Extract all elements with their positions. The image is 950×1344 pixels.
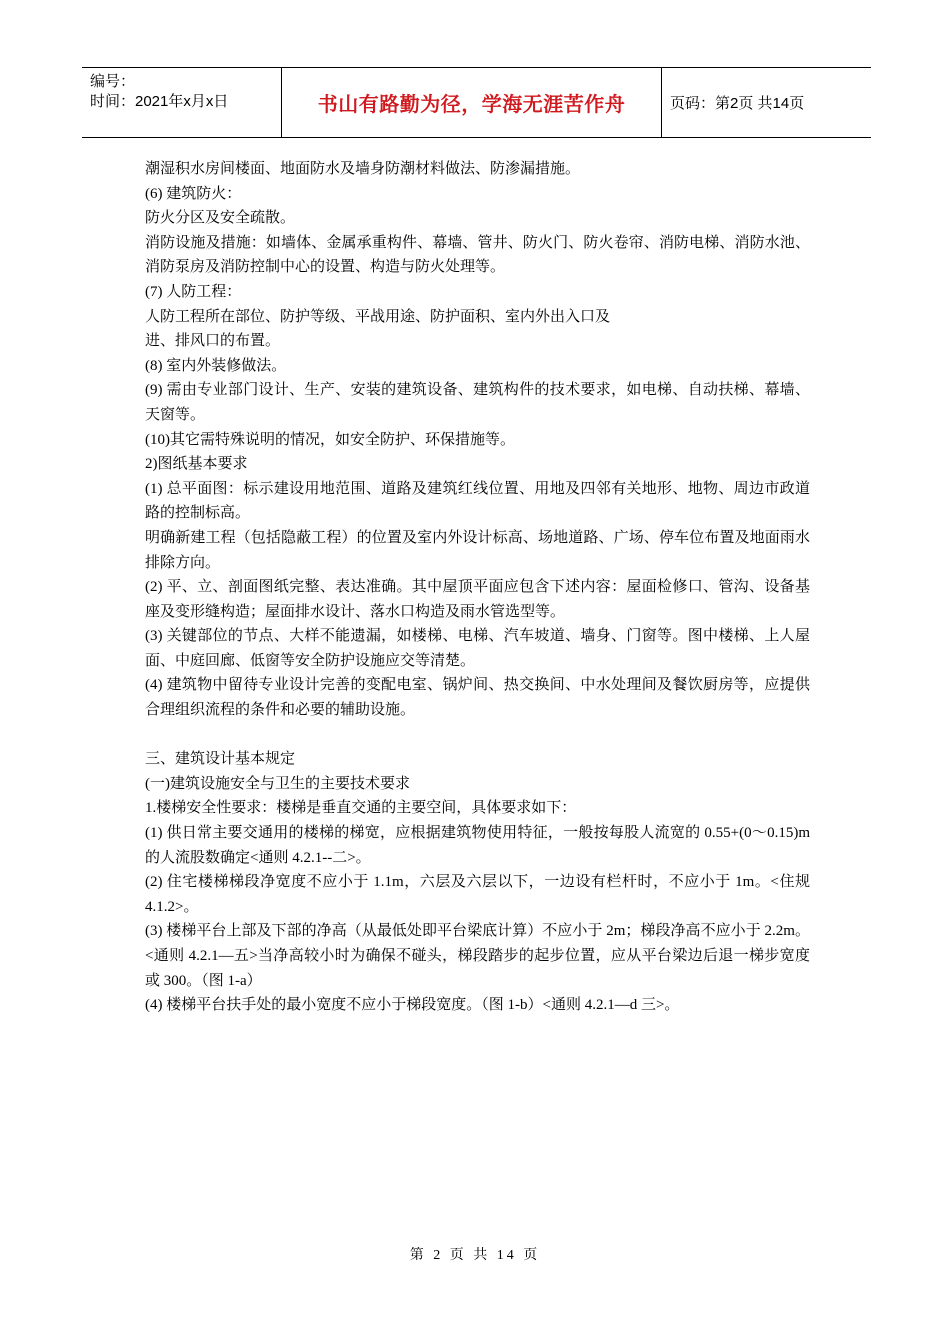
body-paragraph: (4) 楼梯平台扶手处的最小宽度不应小于梯段宽度。（图 1-b）<通则 4.2.1—d 三>。 [145, 997, 680, 1014]
body-paragraph: 明确新建工程（包括隐蔽工程）的位置及室内外设计标高、场地道路、广场、停车位布置及地面雨水排除方向。 [145, 529, 810, 571]
body-paragraph: 2)图纸基本要求 [145, 456, 248, 473]
body-paragraph: (3) 楼梯平台上部及下部的净高（从最低处即平台梁底计算）不应小于 2m；梯段净高不应小于 2.2m。<通则 4.2.1—五>当净高较小时为确保不碰头，梯段踏步的起步位置，应从平台梁边后退一梯步宽度或 300。（图 1-a） [145, 923, 810, 989]
body-paragraph: (1) 总平面图：标示建设用地范围、道路及建筑红线位置、用地及四邻有关地形、地物、周边市政道路的控制标高。 [145, 480, 810, 522]
body-paragraph: (2) 住宅楼梯梯段净宽度不应小于 1.1m，六层及六层以下，一边设有栏杆时，不应小于 1m。<住规 4.1.2>。 [145, 874, 810, 915]
body-paragraph: (1) 供日常主要交通用的楼梯的梯宽，应根据建筑物使用特征，一般按每股人流宽的 0.55+(0～0.15)m 的人流股数确定<通则 4.2.1--二>。 [145, 825, 810, 866]
body-paragraph: 消防设施及措施：如墙体、金属承重构件、幕墙、管井、防火门、防火卷帘、消防电梯、消防水池、消防泵房及消防控制中心的设置、构造与防火处理等。 [145, 234, 810, 276]
body-paragraph: (7) 人防工程： [145, 283, 242, 300]
body-paragraph: 人防工程所在部位、防护等级、平战用途、防护面积、室内外出入口及 [145, 308, 611, 325]
body-paragraph: (4) 建筑物中留待专业设计完善的变配电室、锅炉间、热交换间、中水处理间及餐饮厨房等，应提供合理组织流程的条件和必要的辅助设施。 [145, 677, 810, 719]
body-paragraph: 进、排风口的布置。 [145, 333, 281, 350]
header-page-label: 页码：第2页 共14页 [670, 95, 805, 112]
body-paragraph: 防火分区及安全疏散。 [145, 210, 296, 227]
header-meta [82, 68, 282, 137]
page-footer: 第 2 页 共 14 页 [409, 1248, 541, 1263]
blank-line [145, 723, 810, 748]
document-body [145, 157, 810, 1018]
document-time-label: 时间：2021年x月x日 [90, 93, 229, 110]
page-header [82, 67, 871, 138]
body-paragraph: 潮湿积水房间楼面、地面防水及墙身防潮材料做法、防渗漏措施。 [145, 161, 581, 177]
header-motto: 书山有路勤为径，学海无涯苦作舟 [282, 68, 662, 137]
body-paragraph: 1.楼梯安全性要求：楼梯是垂直交通的主要空间，具体要求如下： [145, 800, 577, 817]
document-number-label: 编号： [90, 73, 136, 90]
body-paragraph: (9) 需由专业部门设计、生产、安装的建筑设备、建筑构件的技术要求，如电梯、自动扶梯、幕墙、天窗等。 [145, 382, 810, 423]
body-paragraph: 三、建筑设计基本规定 [145, 751, 296, 768]
body-paragraph: (一)建筑设施安全与卫生的主要技术要求 [145, 775, 410, 792]
body-paragraph: (6) 建筑防火： [145, 185, 242, 202]
body-paragraph: (10)其它需特殊说明的情况，如安全防护、环保措施等。 [145, 431, 515, 448]
body-paragraph: (8) 室内外装修做法。 [145, 357, 287, 374]
body-paragraph: (3) 关键部位的节点、大样不能遗漏，如楼梯、电梯、汽车坡道、墙身、门窗等。图中楼梯、上人屋面、中庭回廊、低窗等安全防护设施应交等清楚。 [145, 628, 810, 669]
body-paragraph: (2) 平、立、剖面图纸完整、表达准确。其中屋顶平面应包含下述内容：屋面检修口、管沟、设备基座及变形缝构造；屋面排水设计、落水口构造及雨水管选型等。 [145, 579, 810, 620]
